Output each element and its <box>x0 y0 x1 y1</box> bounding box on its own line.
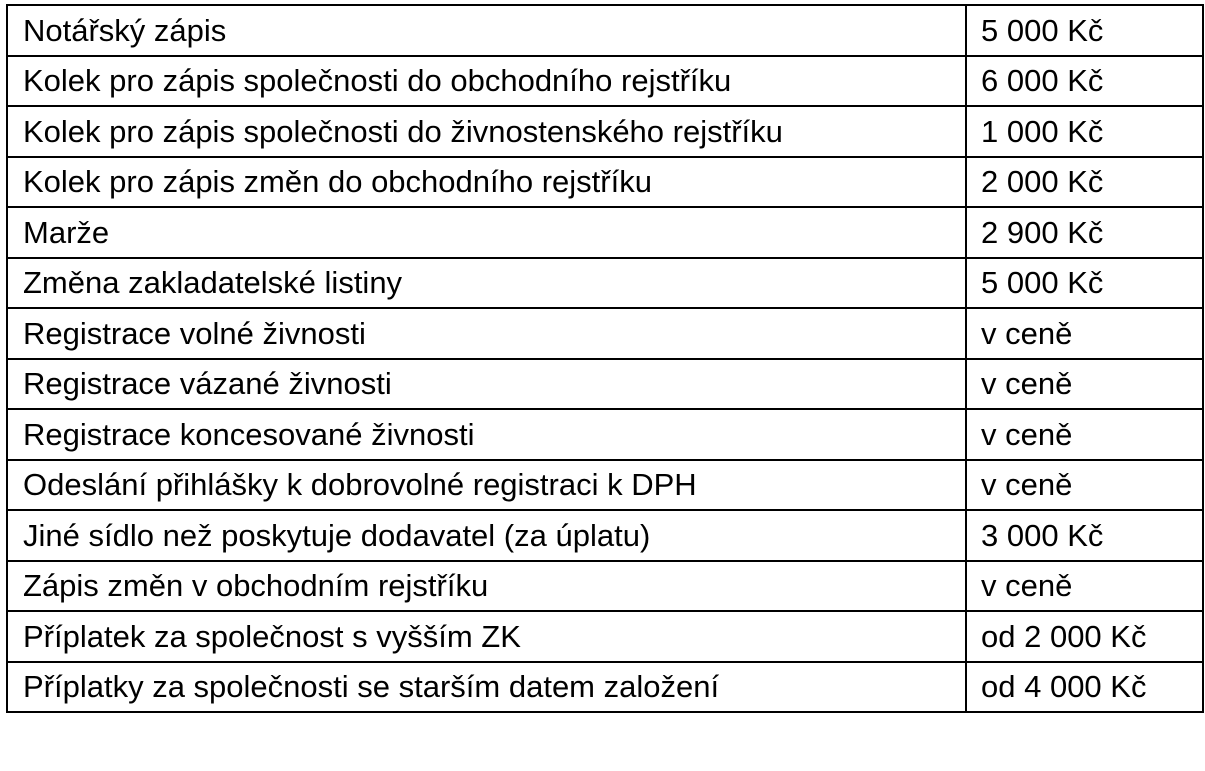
item-cell: Kolek pro zápis změn do obchodního rejstříku <box>7 157 966 208</box>
price-cell: v ceně <box>966 409 1203 460</box>
table-row <box>7 409 1203 460</box>
item-cell: Registrace koncesované živnosti <box>7 409 966 460</box>
item-cell: Zápis změn v obchodním rejstříku <box>7 561 966 612</box>
price-cell: 6 000 Kč <box>966 56 1203 107</box>
price-cell: v ceně <box>966 359 1203 410</box>
table-row <box>7 561 1203 612</box>
price-cell: od 2 000 Kč <box>966 611 1203 662</box>
item-cell: Změna zakladatelské listiny <box>7 258 966 309</box>
table-row <box>7 662 1203 713</box>
price-table <box>6 4 1204 713</box>
item-cell: Příplatky za společnosti se starším datem založení <box>7 662 966 713</box>
table-row <box>7 157 1203 208</box>
price-cell: v ceně <box>966 308 1203 359</box>
table-row <box>7 56 1203 107</box>
price-cell: 2 900 Kč <box>966 207 1203 258</box>
price-cell: 3 000 Kč <box>966 510 1203 561</box>
item-cell: Registrace vázané živnosti <box>7 359 966 410</box>
table-row <box>7 611 1203 662</box>
price-cell: v ceně <box>966 561 1203 612</box>
price-cell: 1 000 Kč <box>966 106 1203 157</box>
item-cell: Jiné sídlo než poskytuje dodavatel (za úplatu) <box>7 510 966 561</box>
table-row <box>7 460 1203 511</box>
item-cell: Kolek pro zápis společnosti do obchodního rejstříku <box>7 56 966 107</box>
table-row <box>7 5 1203 56</box>
price-cell: 5 000 Kč <box>966 5 1203 56</box>
table-row <box>7 510 1203 561</box>
price-cell: v ceně <box>966 460 1203 511</box>
price-table-body <box>7 5 1203 712</box>
table-row <box>7 207 1203 258</box>
price-cell: 5 000 Kč <box>966 258 1203 309</box>
item-cell: Příplatek za společnost s vyšším ZK <box>7 611 966 662</box>
item-cell: Marže <box>7 207 966 258</box>
price-cell: 2 000 Kč <box>966 157 1203 208</box>
table-row <box>7 258 1203 309</box>
price-cell: od 4 000 Kč <box>966 662 1203 713</box>
table-row <box>7 106 1203 157</box>
item-cell: Kolek pro zápis společnosti do živnostenského rejstříku <box>7 106 966 157</box>
item-cell: Odeslání přihlášky k dobrovolné registraci k DPH <box>7 460 966 511</box>
table-row <box>7 359 1203 410</box>
item-cell: Registrace volné živnosti <box>7 308 966 359</box>
table-row <box>7 308 1203 359</box>
item-cell: Notářský zápis <box>7 5 966 56</box>
